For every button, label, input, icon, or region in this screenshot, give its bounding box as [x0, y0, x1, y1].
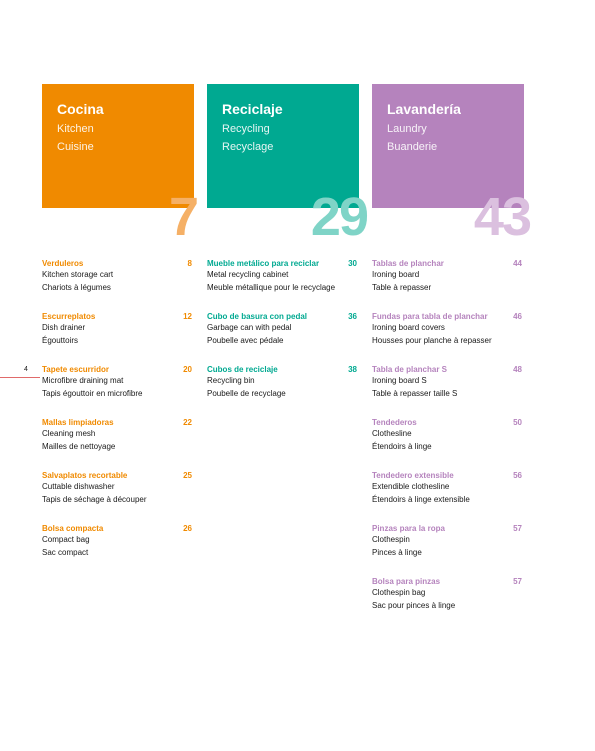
- toc-entry[interactable]: [207, 311, 359, 347]
- entry-french: Poubelle avec pédale: [207, 335, 284, 345]
- entry-title: Tapete escurridor: [42, 365, 109, 374]
- entry-page: 46: [513, 312, 522, 321]
- toc-entry[interactable]: [372, 417, 524, 453]
- toc-entry[interactable]: [42, 258, 194, 294]
- entry-english: Dish drainer: [42, 323, 86, 332]
- section-laundry: [372, 84, 530, 629]
- laundry-page-number: 43: [473, 187, 530, 247]
- entry-english: Extendible clothesline: [372, 482, 450, 491]
- entry-page: 56: [513, 471, 522, 480]
- toc-entry[interactable]: [372, 364, 524, 400]
- entry-page: 8: [187, 259, 192, 268]
- toc-entry[interactable]: [42, 311, 194, 347]
- entry-french: Étendoirs à linge: [372, 441, 432, 451]
- entry-english: Cuttable dishwasher: [42, 482, 115, 491]
- entry-english: Recycling bin: [207, 376, 255, 385]
- entry-french: Sac pour pinces à linge: [372, 600, 456, 610]
- entry-english: Metal recycling cabinet: [207, 270, 289, 279]
- toc-entry[interactable]: [372, 470, 524, 506]
- entry-page: 12: [183, 312, 192, 321]
- section-kitchen: [42, 84, 197, 576]
- page-marker-line: [0, 377, 40, 378]
- toc-entry[interactable]: [42, 523, 194, 559]
- entry-page: 25: [183, 471, 192, 480]
- toc-entry[interactable]: [42, 417, 194, 453]
- toc-entry[interactable]: [372, 258, 524, 294]
- entry-title: Mueble metálico para reciclar: [207, 259, 320, 268]
- entry-title: Mallas limpiadoras: [42, 418, 114, 427]
- laundry-tile: [372, 84, 530, 247]
- entry-title: Tendederos: [372, 418, 417, 427]
- laundry-entries: [372, 258, 524, 612]
- entry-page: 26: [183, 524, 192, 533]
- entry-title: Fundas para tabla de planchar: [372, 312, 488, 321]
- toc-entry[interactable]: [207, 364, 359, 400]
- kitchen-title-fr: Cuisine: [57, 141, 94, 153]
- entry-page: 50: [513, 418, 522, 427]
- entry-english: Garbage can with pedal: [207, 323, 292, 332]
- entry-french: Mailles de nettoyage: [42, 441, 116, 451]
- entry-english: Microfibre draining mat: [42, 376, 124, 385]
- entry-french: Housses pour planche à repasser: [372, 335, 492, 345]
- toc-entry[interactable]: [42, 470, 194, 506]
- recycling-title: Reciclaje: [222, 101, 283, 117]
- entry-french: Poubelle de recyclage: [207, 388, 286, 398]
- entry-english: Clothespin bag: [372, 588, 426, 597]
- entry-page: 44: [513, 259, 522, 268]
- toc-entry[interactable]: [372, 523, 524, 559]
- recycling-title-en: Recycling: [222, 123, 270, 135]
- entry-french: Tapis de séchage à découper: [42, 494, 147, 504]
- recycling-page-number: 29: [310, 187, 367, 247]
- entry-french: Table à repasser taille S: [372, 388, 458, 398]
- entry-page: 48: [513, 365, 522, 374]
- entry-page: 57: [513, 524, 522, 533]
- entry-french: Chariots à légumes: [42, 282, 111, 292]
- kitchen-tile: [42, 84, 197, 247]
- entry-english: Ironing board covers: [372, 323, 445, 332]
- entry-title: Pinzas para la ropa: [372, 524, 445, 533]
- recycling-entries: [207, 258, 359, 400]
- entry-page: 22: [183, 418, 192, 427]
- laundry-title: Lavandería: [387, 101, 461, 117]
- entry-french: Égouttoirs: [42, 335, 79, 345]
- toc-entry[interactable]: [372, 576, 524, 612]
- entry-title: Cubos de reciclaje: [207, 365, 278, 374]
- kitchen-entries: [42, 258, 194, 559]
- entry-title: Tendedero extensible: [372, 471, 454, 480]
- kitchen-title-en: Kitchen: [57, 123, 94, 135]
- entry-english: Compact bag: [42, 535, 90, 544]
- entry-french: Meuble métallique pour le recyclage: [207, 282, 336, 292]
- toc-entry[interactable]: [207, 258, 359, 294]
- entry-english: Clothesline: [372, 429, 412, 438]
- entry-english: Clothespin: [372, 535, 410, 544]
- entry-page: 38: [348, 365, 357, 374]
- entry-french: Table à repasser: [372, 282, 432, 292]
- toc-entry[interactable]: [372, 311, 524, 347]
- entry-english: Ironing board: [372, 270, 420, 279]
- entry-english: Kitchen storage cart: [42, 270, 114, 279]
- page-number: 4: [24, 366, 28, 373]
- kitchen-title: Cocina: [57, 101, 104, 117]
- laundry-title-fr: Buanderie: [387, 141, 438, 153]
- entry-page: 20: [183, 365, 192, 374]
- laundry-title-en: Laundry: [387, 123, 427, 135]
- entry-title: Verduleros: [42, 259, 84, 268]
- entry-title: Escurreplatos: [42, 312, 96, 321]
- section-recycling: [207, 84, 367, 417]
- entry-title: Bolsa compacta: [42, 524, 104, 533]
- recycling-tile: [207, 84, 367, 247]
- kitchen-page-number: 7: [168, 187, 197, 247]
- entry-title: Tabla de planchar S: [372, 365, 447, 374]
- entry-title: Tablas de planchar: [372, 259, 444, 268]
- entry-french: Sac compact: [42, 547, 89, 557]
- entry-title: Salvaplatos recortable: [42, 471, 128, 480]
- entry-title: Cubo de basura con pedal: [207, 312, 308, 321]
- entry-french: Étendoirs à linge extensible: [372, 494, 470, 504]
- entry-title: Bolsa para pinzas: [372, 577, 441, 586]
- toc-entry[interactable]: [42, 364, 194, 400]
- entry-page: 30: [348, 259, 357, 268]
- entry-french: Tapis égouttoir en microfibre: [42, 388, 143, 398]
- entry-french: Pinces à linge: [372, 547, 422, 557]
- entry-english: Ironing board S: [372, 376, 427, 385]
- entry-english: Cleaning mesh: [42, 429, 96, 438]
- entry-page: 36: [348, 312, 357, 321]
- entry-page: 57: [513, 577, 522, 586]
- recycling-title-fr: Recyclage: [222, 141, 274, 153]
